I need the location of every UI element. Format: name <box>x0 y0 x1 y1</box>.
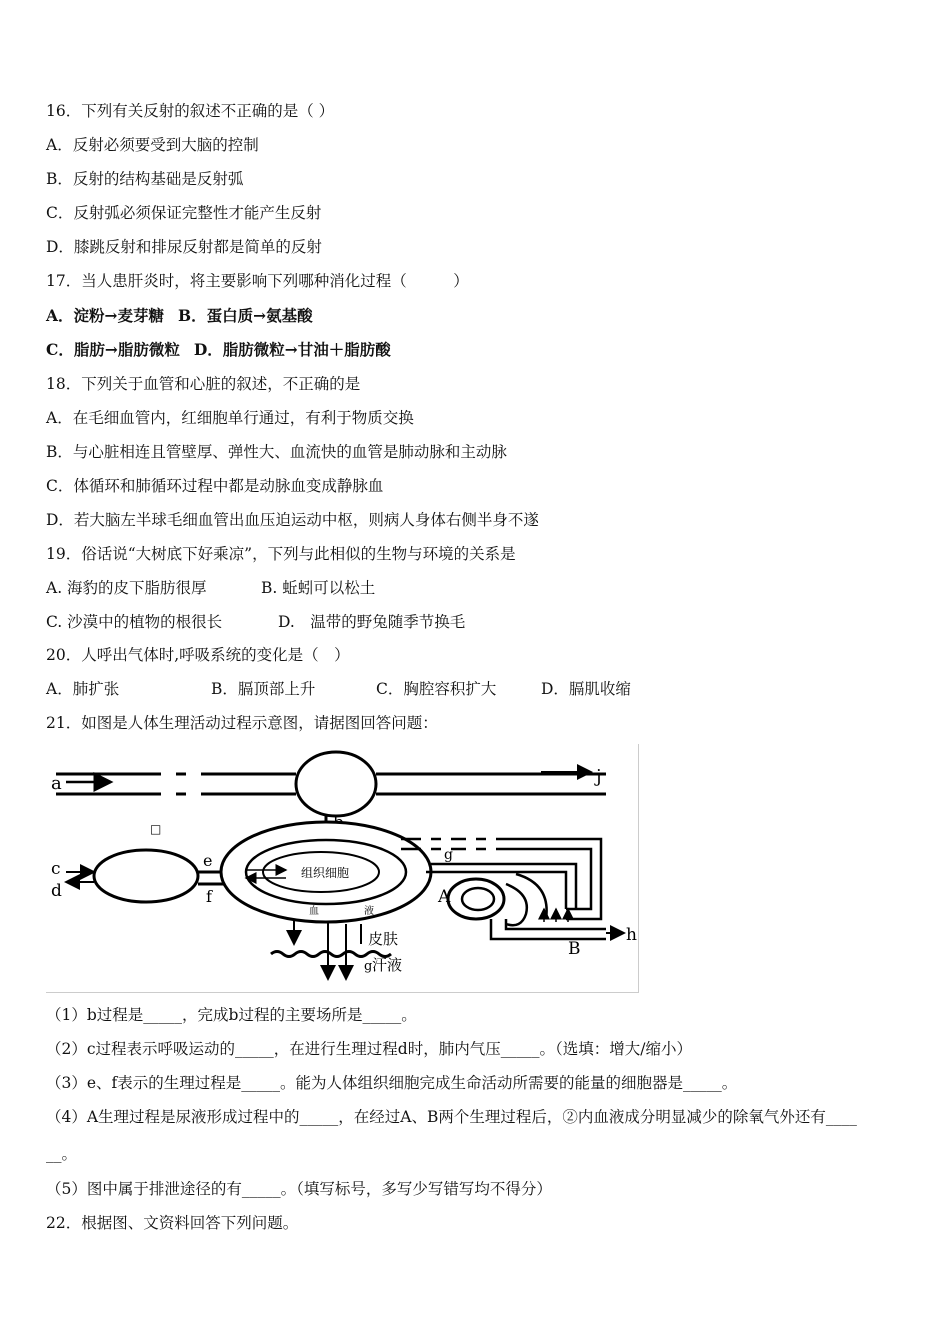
q18-option-a: A．在毛细血管内，红细胞单行通过，有利于物质交换 <box>46 409 414 427</box>
q21-sub5: （5）图中属于排泄途径的有_____。（填写标号，多写少写错写均不得分） <box>46 1180 552 1198</box>
q18-option-c: C．体循环和肺循环过程中都是动脉血变成静脉血 <box>46 477 384 495</box>
label-B: B <box>568 939 581 959</box>
q21-sub2: （2）c过程表示呼吸运动的_____，在进行生理过程d时，肺内气压_____。（选填：增大/缩小） <box>46 1040 692 1058</box>
nephron <box>401 839 606 939</box>
label-e: e <box>203 851 213 870</box>
q21-stem: 21．如图是人体生理活动过程示意图，请据图回答问题： <box>46 714 438 732</box>
q21-sub3: （3）e、f表示的生理过程是_____。能为人体组织细胞完成生命活动所需要的能量的细胞器是_____。 <box>46 1074 738 1092</box>
q18-stem: 18．下列关于血管和心脏的叙述，不正确的是 <box>46 375 361 393</box>
label-blood1: 血 <box>309 906 319 917</box>
q21-sub4b: __。 <box>46 1145 78 1163</box>
label-j: j <box>596 766 602 787</box>
small-box: □ <box>150 822 162 836</box>
q18-option-d: D．若大脑左半球毛细血管出血压迫运动中枢，则病人身体右侧半身不遂 <box>46 511 539 529</box>
q16-option-a: A．反射必须要受到大脑的控制 <box>46 136 259 154</box>
label-c: c <box>51 859 61 879</box>
lung <box>94 850 198 902</box>
q22-stem: 22．根据图、文资料回答下列问题。 <box>46 1214 299 1232</box>
q17-options-cd <box>46 339 391 361</box>
physiology-diagram <box>46 744 639 993</box>
label-tissue: 组织细胞 <box>301 866 350 880</box>
label-a: a <box>51 773 62 794</box>
label-f: f <box>206 887 212 906</box>
q18-option-b: B．与心脏相连且管壁厚、弹性大、血流快的血管是肺动脉和主动脉 <box>46 443 507 461</box>
q19-stem: 19．俗话说“大树底下好乘凉”，下列与此相似的生物与环境的关系是 <box>46 545 516 563</box>
q20-option-b: B．膈顶部上升 <box>211 680 316 698</box>
q17-stem: 17．当人患肝炎时，将主要影响下列哪种消化过程（ ） <box>46 272 469 290</box>
label-A: A <box>438 887 451 907</box>
q20-stem: 20．人呼出气体时,呼吸系统的变化是（ ） <box>46 646 350 664</box>
q19-option-a: A. 海豹的皮下脂肪很厚 <box>46 579 207 597</box>
top-tube <box>56 752 606 816</box>
q19-option-b: B. 蚯蚓可以松土 <box>261 579 376 597</box>
q16-stem: 16．下列有关反射的叙述不正确的是（ ） <box>46 102 335 120</box>
q19-option-c: C. 沙漠中的植物的根很长 <box>46 613 223 631</box>
label-blood2: 液 <box>364 906 374 917</box>
q19-options-ab <box>46 577 375 599</box>
label-g-top: g <box>444 847 453 863</box>
q20-option-a: A．肺扩张 <box>46 680 120 698</box>
q17-option-c: C．脂肪→脂肪微粒 <box>46 340 180 359</box>
q17-option-b: B．蛋白质→氨基酸 <box>178 306 313 325</box>
q16-option-b: B．反射的结构基础是反射弧 <box>46 170 244 188</box>
label-d: d <box>51 881 62 901</box>
label-skin: 皮肤 <box>368 930 399 948</box>
label-sweat-g: g <box>364 959 373 974</box>
q17-option-d: D．脂肪微粒→甘油＋脂肪酸 <box>193 340 391 359</box>
q21-sub4a: （4）A生理过程是尿液形成过程中的_____，在经过A、B两个生理过程后，②内血液成分明显减少的除氧气外还有____ <box>46 1108 857 1126</box>
q16-option-d: D．膝跳反射和排尿反射都是简单的反射 <box>46 238 322 256</box>
label-h: h <box>626 925 637 945</box>
q19-options-cd <box>46 611 465 633</box>
q17-options-ab <box>46 305 313 327</box>
label-sweat: 汗液 <box>372 956 403 974</box>
q20-option-d: D．膈肌收缩 <box>541 680 631 698</box>
q20-option-c: C．胸腔容积扩大 <box>376 680 497 698</box>
q21-sub1: （1）b过程是_____，完成b过程的主要场所是_____。 <box>46 1006 417 1024</box>
q19-option-d: D. 温带的野兔随季节换毛 <box>278 613 466 631</box>
q17-option-a: A．淀粉→麦芽糖 <box>46 306 165 325</box>
q16-option-c: C．反射弧必须保证完整性才能产生反射 <box>46 204 322 222</box>
q20-options <box>46 678 631 700</box>
